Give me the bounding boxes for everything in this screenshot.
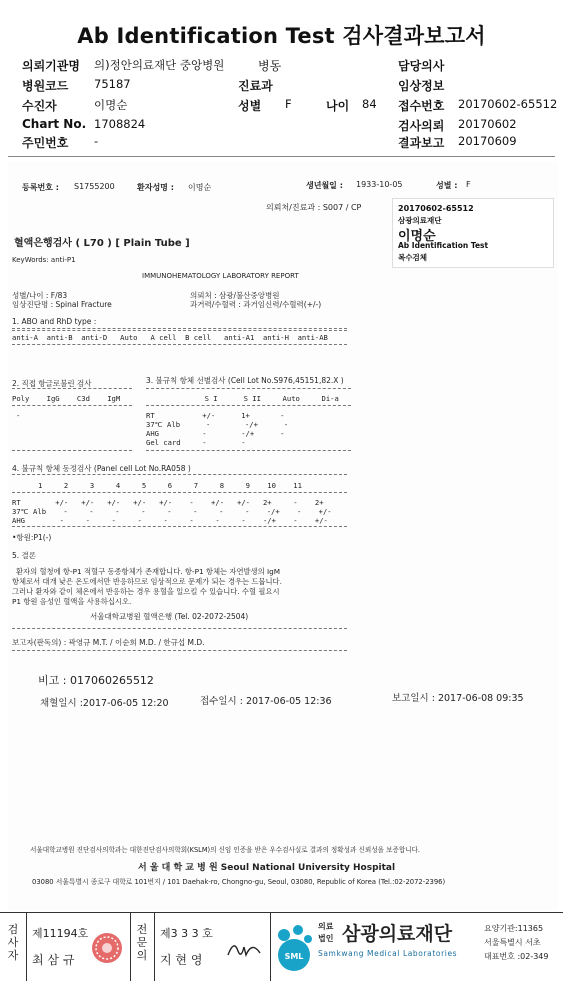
sex-label: 성별 : <box>436 181 458 190</box>
specimen-label <box>392 198 554 268</box>
reported-time: 보고일시 : 2017-06-08 09:35 <box>392 693 524 704</box>
hospital-address: 03080 서울특별시 종로구 대학로 101번지 / 101 Daehak-ro, Chongno-gu, Seoul, 03080, Republic of Korea (Tel.:02-2072-2396) <box>32 878 446 886</box>
header-value: - <box>94 134 99 148</box>
conclusion-line: 항체로서 대개 낮은 온도에서만 반응하므로 임상적으로 문제가 되는 경우는 드뭅니다. <box>12 577 282 586</box>
antigen-result: •항원:P1(-) <box>12 533 52 542</box>
header-label: 검사의뢰 <box>398 119 445 133</box>
header-value: F <box>285 97 292 111</box>
screening-row: Gel card - - <box>146 438 246 447</box>
header-label: 성별 <box>238 99 262 113</box>
screening-row: 37℃ Alb - -/+ - <box>146 420 289 429</box>
reg-label: 등록번호 : <box>22 183 59 192</box>
remark: 비고 : 017060265512 <box>38 674 154 687</box>
hospital-name: 서 울 대 학 교 병 원 Seoul National University Hospital <box>138 863 396 873</box>
dob-label: 생년월일 : <box>306 181 343 190</box>
tester-reg: 제11194호 <box>32 927 89 940</box>
reporter: 보고자(판독의) : 곽영규 M.T. / 이순희 M.D. / 한규섭 M.D. <box>12 638 205 647</box>
signature-footer <box>0 912 563 981</box>
header-value: 이명순 <box>94 98 128 112</box>
divider <box>12 330 347 331</box>
header-label: Chart No. <box>22 117 87 131</box>
conclusion-line: 환자의 혈청에 항-P1 적혈구 동종항체가 존재합니다. 항-P1 항체는 자연발생의 IgM <box>16 567 281 576</box>
divider <box>12 474 347 475</box>
divider <box>8 156 555 157</box>
panel-row: 37℃ Alb - - - - - - - - -/+ - +/- <box>12 507 332 516</box>
patient-name-label: 환자성명 : <box>137 183 174 192</box>
panel-row: RT +/- +/- +/- +/- +/- - +/- +/- 2+ - 2+ <box>12 498 324 507</box>
screening-row: RT +/- 1+ - <box>146 411 285 420</box>
cell <box>130 913 155 981</box>
label-extra: 복수검체 <box>398 253 427 262</box>
header-value: 20170602 <box>458 117 517 131</box>
dat-columns: Poly IgG C3d IgM <box>12 394 121 403</box>
label-name: 이명순 <box>398 229 436 244</box>
abo-columns: anti-A anti-B anti-D Auto A cell B cell anti-A1 anti-H anti-AB <box>12 333 328 342</box>
info-sex-age: 성별/나이 : F/83 <box>12 291 68 300</box>
divider <box>12 328 347 329</box>
header-label: 병동 <box>258 59 282 73</box>
screening-row: AHG - -/+ - <box>146 429 285 438</box>
cell <box>154 913 271 981</box>
divider <box>146 388 351 389</box>
dept: 의뢰처/진료과 : S007 / CP <box>266 203 362 212</box>
header-label: 병원코드 <box>22 79 69 93</box>
divider <box>12 628 347 629</box>
cell <box>0 913 27 981</box>
header-label: 결과보고 <box>398 136 445 150</box>
header-label: 나이 <box>326 99 350 113</box>
header-value: 20170609 <box>458 134 517 148</box>
conclusion-line: 그러나 환자와 같이 체온에서 반응하는 경우 용혈을 일으킬 수 있습니다. 수혈 필요시 <box>12 587 280 596</box>
header-label: 수진자 <box>22 99 57 113</box>
tester-label: 검 사 자 <box>7 923 19 962</box>
keywords: KeyWords: anti-P1 <box>12 256 76 264</box>
org-block <box>272 913 563 981</box>
cell <box>26 913 131 981</box>
header-value: 의)정안의료재단 중앙병원 <box>94 58 225 72</box>
divider <box>12 388 132 389</box>
org-small: 의료 <box>318 922 334 931</box>
blood-bank: 서울대학교병원 혈액은행 (Tel. 02-2072-2504) <box>90 612 249 621</box>
org-info: 대표번호 :02-349 <box>484 952 549 961</box>
header-label: 의뢰기관명 <box>22 59 80 73</box>
info-history: 과거력/수혈력 : 과거임신력/수혈력(+/-) <box>190 300 322 309</box>
divider <box>12 344 347 345</box>
sml-logo-text: SML <box>284 952 304 961</box>
org-en: Samkwang Medical Laboratories <box>318 949 458 958</box>
info-diagnosis: 임상진단명 : Spinal Fracture <box>12 300 112 309</box>
section-conclusion: 5. 결론 <box>12 551 37 560</box>
signature-icon <box>224 937 264 961</box>
header-label: 접수번호 <box>398 99 445 113</box>
report-title: Ab Identification Test 검사결과보고서 <box>77 24 486 48</box>
org-info: 서울특별시 서초 <box>484 938 541 947</box>
test-title: 혈액은행검사 ( L70 ) [ Plain Tube ] <box>14 238 190 249</box>
label-test: Ab Identification Test <box>398 241 489 250</box>
label-org: 삼광의료재단 <box>398 216 442 225</box>
section-dat: 2. 직접 항글로불린 검사 <box>12 379 92 388</box>
divider <box>12 650 347 651</box>
divider <box>12 405 132 406</box>
section-screening: 3. 불규칙 항체 선별검사 (Cell Lot No.S976,45151,82.X ) <box>146 376 344 385</box>
specialist-reg: 제3 3 3 호 <box>160 927 213 940</box>
header-value: 84 <box>362 97 377 111</box>
sml-logo-icon <box>272 921 316 973</box>
header-value: 20170602-65512 <box>458 97 558 111</box>
seal-icon <box>90 931 124 965</box>
org-info: 요양기관:11365 <box>484 924 544 933</box>
dat-value: - <box>16 411 21 420</box>
panel-columns: 1 2 3 4 5 6 7 8 9 10 11 <box>12 481 302 490</box>
section-panel: 4. 불규칙 항체 동정검사 (Panel cell Lot No.RA058 ) <box>12 464 191 473</box>
divider <box>146 450 351 451</box>
specialist-label: 전 문 의 <box>136 923 148 962</box>
patient-name: 이명순 <box>188 183 212 192</box>
header-label: 임상정보 <box>398 79 445 93</box>
panel-row: AHG - - - - - - - - -/+ - +/- <box>12 516 328 525</box>
collected-time: 채혈일시 :2017-06-05 12:20 <box>40 698 169 709</box>
tester-name: 최 삼 규 <box>32 953 75 967</box>
screening-columns: S I S II Auto Di-a <box>196 394 339 403</box>
divider <box>12 526 347 527</box>
reg-no: S1755200 <box>74 182 115 191</box>
conclusion-line: P1 항원 음성인 혈액을 사용하십시오. <box>12 597 132 606</box>
dob: 1933-10-05 <box>356 180 403 189</box>
certification: 서울대학교병원 진단검사의학과는 대한진단검사의학회(KSLM)의 신임 인증을 받은 우수검사실로 결과의 정확성과 신뢰성을 보증합니다. <box>30 846 421 854</box>
header-label: 진료과 <box>238 79 273 93</box>
org-name: 삼광의료재단 <box>342 923 453 945</box>
section-abo: 1. ABO and RhD type : <box>12 317 97 326</box>
info-requester: 의뢰처 : 삼광/불산중앙병원 <box>190 291 280 300</box>
divider <box>12 450 132 451</box>
specialist-name: 지 현 영 <box>160 953 203 967</box>
header-label: 담당의사 <box>398 59 445 73</box>
header-value: 75187 <box>94 77 131 91</box>
divider <box>12 492 347 493</box>
divider <box>146 405 351 406</box>
label-no: 20170602-65512 <box>398 204 474 213</box>
report-title-scan: IMMUNOHEMATOLOGY LABORATORY REPORT <box>142 272 299 280</box>
received-time: 접수일시 : 2017-06-05 12:36 <box>200 696 332 707</box>
header-value: 1708824 <box>94 117 146 131</box>
org-small: 법인 <box>318 934 334 943</box>
sex: F <box>466 180 471 189</box>
header-label: 주민번호 <box>22 136 69 150</box>
